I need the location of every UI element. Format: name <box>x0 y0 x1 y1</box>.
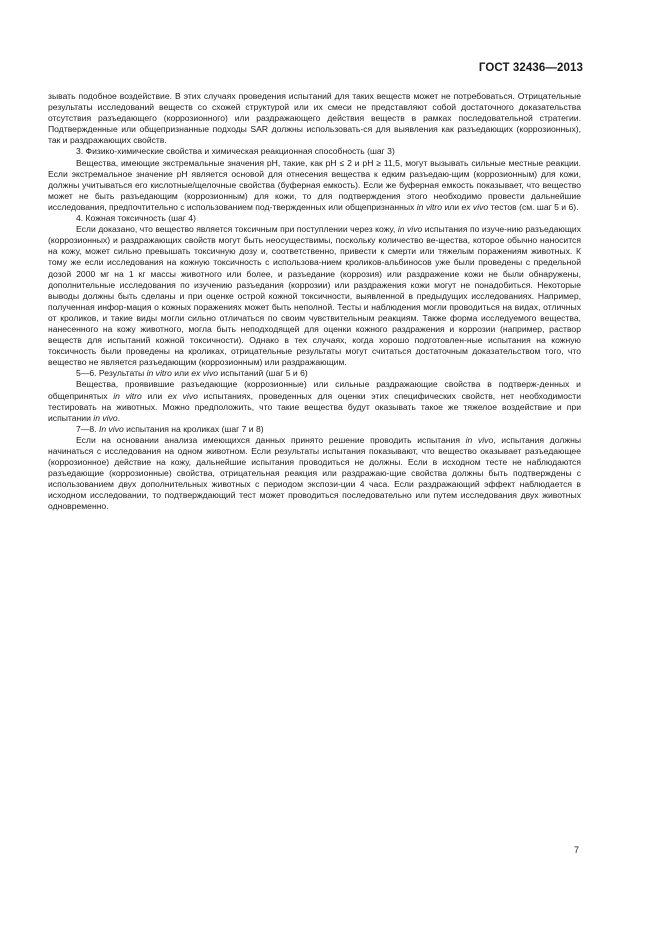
text-run: или <box>171 368 192 379</box>
document-body <box>48 91 581 513</box>
text-run: Вещества, проявившие разъедающие (коррозионные) или сильные раздражающие свойства в подтверж-денных и общепринятых <box>48 379 581 401</box>
italic-term: In vivo <box>98 423 124 434</box>
text-run: Вещества, имеющие экстремальные значения pH, такие, как pH ≤ 2 и pH ≥ 11,5, могут вызывать сильные местные реакции. Если экстремальное значение pH является основой для отнесения вещества к едким разъедаю-щим (коррозионным) для кожи, должны учитываться его кислотные/щелочные свойства (буферная емкость). Если же буферная емкость показывает, что вещество может не быть разъедающим (коррозионным) для кожи, то для подтверждения этого необходимо провести дальнейшие исследования, предпочтительно с использованием под-твержденных или общепризнанных <box>48 157 581 212</box>
page-number: 7 <box>573 845 579 855</box>
italic-term: ex vivo <box>191 368 219 379</box>
italic-term: ex vivo <box>167 390 198 401</box>
text-run: испытания на кроликах (шаг 7 и 8) <box>123 423 264 434</box>
text-run: . <box>117 412 121 423</box>
text-run: испытаний (шаг 5 и 6) <box>218 368 308 379</box>
text-run: Если доказано, что вещество является токсичным при поступлении через кожу, <box>76 224 398 235</box>
text-run: зывать подобное воздействие. В этих случаях проведения испытаний для таких веществ может не потребоваться. Отрицательные результаты исследований веществ со схожей структурой или их смеси не представляют собой достаточного доказательства отсутствия разъедающего (коррозионного) или раздражающего действия веществ в рамках последовательной стратегии. Подтвержденные или общепризнанные подходы SAR должны использовать-ся для выявления как разъедающих (коррозионных), так и раздражающих свойств. <box>48 91 581 146</box>
text-run: испытания по изуче-нию разъедающих (коррозионных) и раздражающих свойств могут быть неосуществимы, поскольку количество ве-щества, которое обычно наносится на кожу, может сильно превышать токсичную дозу и, соответственно, привести к смерти или тяжелым поражениям животных. К тому же если исследования на кожную токсичность с использова-нием кроликов-альбиносов уже были проведены с предельной дозой 2000 мг на 1 кг массы животного или более, и разъедание (коррозия) или раздражение кожи не были обнаружены, дополнительные исследования по изучению разъедания (коррозии) или раздражения кожи могут не понадобиться. Некоторые выводы должны быть сделаны и при оценке острой кожной токсичности, выявленной в предыдущих исследованиях. Например, полученная инфор-мация о кожных поражениях может быть неполной. Тесты и наблюдения могли проводиться на видах, отличных от кроликов, и такие виды могли сильно отличаться по своим чувствительным реакциям. Также форма исследуемого вещества, нанесенного на кожу животного, могла быть неподходящей для оценки кожного раздражения и коррозии (например, раствор веществ для испытаний кожной токсичности). Однако в тех случаях, когда хорошо подготовлен-ные испытания на кожную токсичность были проведены на кроликах, отрицательные результаты могут считаться достаточным доказательством того, что вещество не является разъедающим (коррозионным) или раздражающим. <box>48 224 582 368</box>
text-run: или <box>442 201 462 212</box>
text-run: Если на основании анализа имеющихся данных принято решение проводить испытания <box>76 434 466 445</box>
section-heading-step-4 <box>48 213 581 224</box>
italic-term: in vivo <box>93 412 118 423</box>
italic-term: in vitro <box>146 368 172 379</box>
section-heading-step-3 <box>48 146 581 157</box>
paragraph-in-vitro-results <box>48 379 581 423</box>
text-run: 5—6. Результаты <box>76 368 147 379</box>
paragraph-ph-properties <box>48 158 581 213</box>
text-run: тестов (см. шаг 5 и 6). <box>488 201 579 212</box>
text-run: , испытания должны начинаться с исследования на одном животном. Если результаты испытания показывают, что вещество оказывает разъедающее (коррозионное) действие на кожу, дальнейшие испытания проводиться не должны. Если в исходном тесте не наблюдаются разъедающие (коррозионные) свойства, отрицательная реакция или раздражаю-щие свойства должны быть подтверждены с использованием двух дополнительных животных с периодом экспози-ции 4 часа. Если раздражающий эффект наблюдается в исходном исследовании, то подтверждающий тест может проводиться последовательно или путем исследования двух животных одновременно. <box>48 434 581 512</box>
text-run: испытаниях, проведенных для оценки этих специфических свойств, нет необходимости тестировать на животных. Можно предположить, что такие вещества будут оказывать такое же тяжелое воздействие и при испытании <box>48 390 582 423</box>
paragraph-dermal-toxicity <box>48 224 581 368</box>
italic-term: in vivo <box>397 224 423 235</box>
text-run: 4. Кожная токсичность (шаг 4) <box>76 213 196 224</box>
italic-term: in vivo <box>465 434 494 445</box>
italic-term: in vitro <box>416 201 443 212</box>
section-heading-step-5-6 <box>48 368 581 379</box>
text-run: 7—8. <box>76 423 99 434</box>
text-run: 3. Физико-химические свойства и химическая реакционная способность (шаг 3) <box>76 146 395 157</box>
standard-code-header: ГОСТ 32436—2013 <box>478 62 583 74</box>
paragraph-continuation <box>48 91 581 146</box>
text-run: или <box>141 390 168 401</box>
section-heading-step-7-8 <box>48 424 581 435</box>
italic-term: in vitro <box>113 390 142 401</box>
paragraph-in-vivo-rabbits <box>48 435 581 513</box>
italic-term: ex vivo <box>461 201 489 212</box>
